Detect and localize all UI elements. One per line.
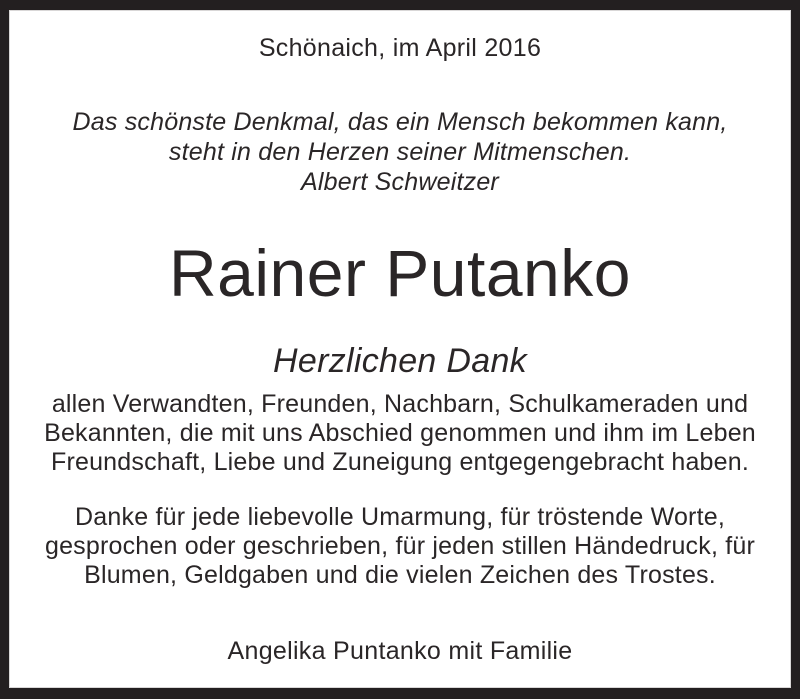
thanks-heading: Herzlichen Dank	[273, 342, 527, 380]
memorial-quote-line-2: steht in den Herzen seiner Mitmenschen.	[168, 138, 632, 166]
thanks-paragraph-1	[10, 390, 790, 477]
thanks-paragraph-2-line-1: Danke für jede liebevolle Umarmung, für tröstende Worte,	[75, 503, 725, 531]
thanks-paragraph-2	[10, 503, 790, 590]
thanks-paragraph-1-line-2: Bekannten, die mit uns Abschied genommen und ihm im Leben	[44, 419, 756, 447]
quote-attribution: Albert Schweitzer	[301, 168, 499, 196]
thanks-paragraph-1-line-1: allen Verwandten, Freunden, Nachbarn, Schulkameraden und	[51, 390, 749, 418]
thanks-paragraph-2-line-3: Blumen, Geldgaben und die vielen Zeichen des Trostes.	[84, 561, 716, 589]
signature: Angelika Puntanko mit Familie	[227, 637, 573, 665]
memorial-quote	[10, 107, 790, 197]
dateline: Schönaich, im April 2016	[258, 34, 542, 62]
notice-card	[10, 11, 790, 687]
memorial-quote-line-1: Das schönste Denkmal, das ein Mensch bekommen kann,	[72, 108, 728, 136]
thanks-paragraph-2-line-2: gesprochen oder geschrieben, für jeden stillen Händedruck, für	[44, 532, 756, 560]
deceased-name: Rainer Putanko	[169, 236, 631, 310]
thanks-paragraph-1-line-3: Freundschaft, Liebe und Zuneigung entgegengebracht haben.	[50, 448, 750, 476]
